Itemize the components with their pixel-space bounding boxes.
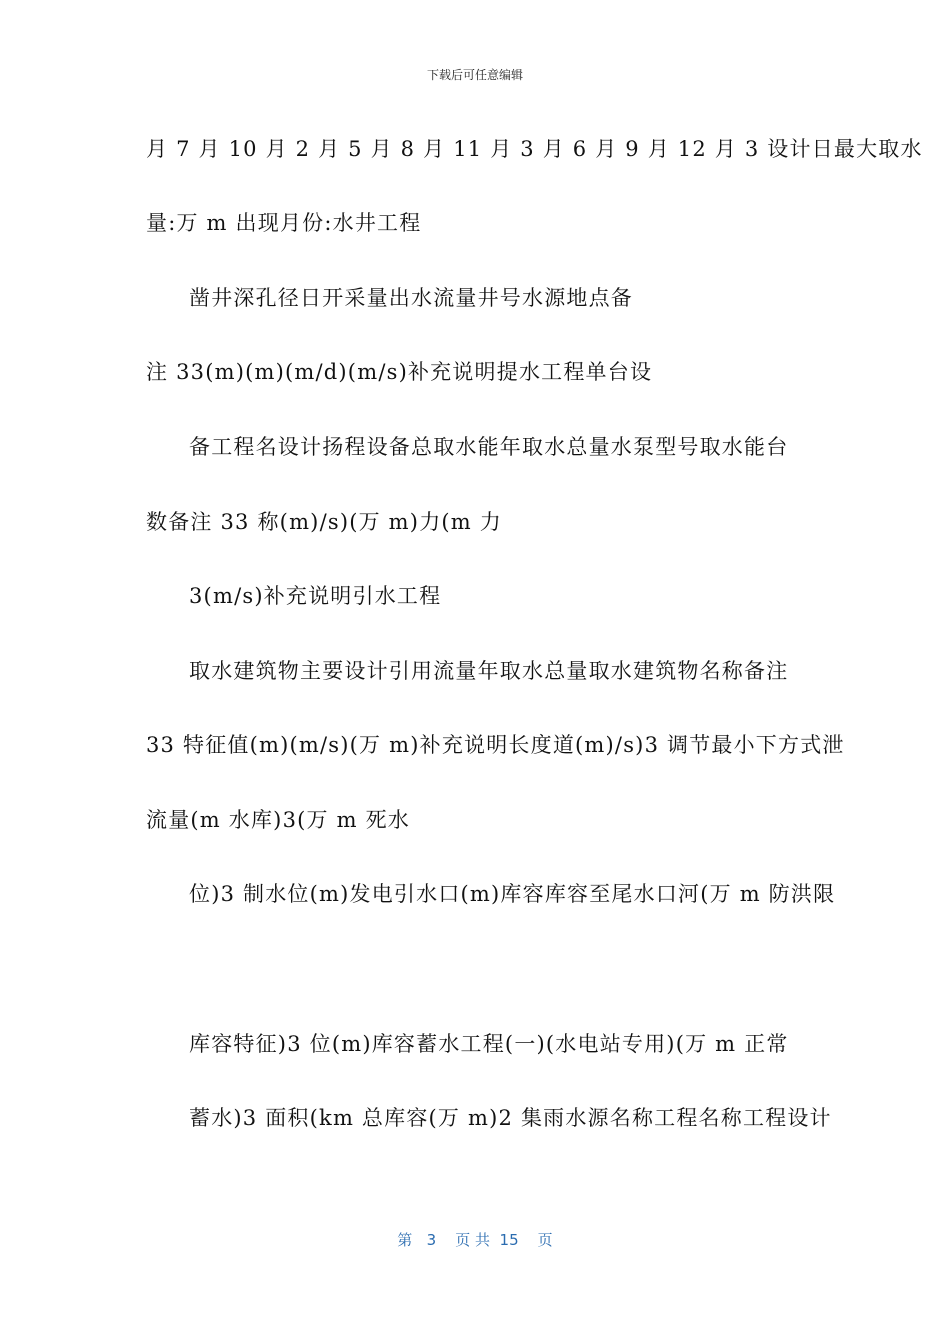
body-line-9: 33 特征值(m)(m/s)(万 m)补充说明长度道(m)/s)3 调节最小下方式泄 (146, 733, 845, 757)
body-line-3: 凿井深孔径日开采量出水流量井号水源地点备 (189, 286, 633, 310)
body-line-10: 流量(m 水库)3(万 m 死水 (146, 808, 410, 832)
body-line-13: 蓄水)3 面积(km 总库容(万 m)2 集雨水源名称工程名称工程设计 (189, 1106, 832, 1130)
body-line-2: 量:万 m 出现月份:水井工程 (146, 211, 422, 235)
body-line-5: 备工程名设计扬程设备总取水能年取水总量水泵型号取水能台 (189, 435, 789, 459)
page-number-footer: 第 3 页 共 15 页 (397, 1231, 553, 1249)
body-line-6: 数备注 33 称(m)/s)(万 m)力(m 力 (146, 510, 502, 534)
body-line-11: 位)3 制水位(m)发电引水口(m)库容库容至尾水口河(万 m 防洪限 (189, 882, 836, 906)
header-note: 下载后可任意编辑 (426, 68, 523, 82)
body-line-8: 取水建筑物主要设计引用流量年取水总量取水建筑物名称备注 (189, 659, 789, 683)
body-line-12: 库容特征)3 位(m)库容蓄水工程(一)(水电站专用)(万 m 正常 (189, 1032, 789, 1056)
body-line-7: 3(m/s)补充说明引水工程 (189, 584, 442, 608)
body-line-4: 注 33(m)(m)(m/d)(m/s)补充说明提水工程单台设 (146, 360, 653, 384)
body-line-1: 月 7 月 10 月 2 月 5 月 8 月 11 月 3 月 6 月 9 月 12 月 3 设计日最大取水 (146, 137, 923, 161)
